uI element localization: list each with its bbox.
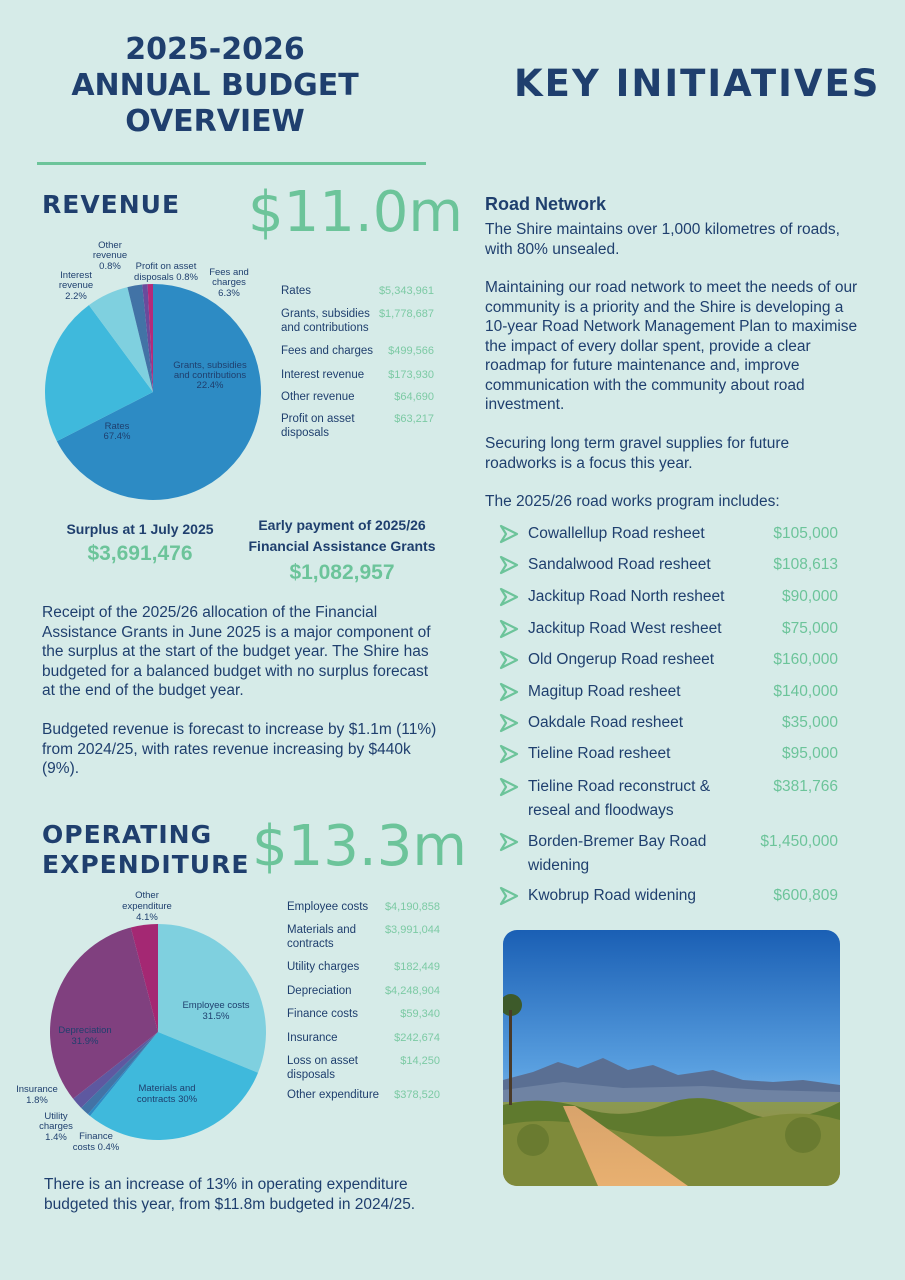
rev-legend-other-value: $64,690	[394, 391, 434, 403]
road-network-p2: Maintaining our road network to meet the needs of our community is a priority and the Shire is developing a 10-year Road Network Management Plan to maximise the impact of every dollar spent, provide a clear roadmap for future maintenance and, improve communication with the community about road investment.	[485, 279, 858, 413]
rev-legend-fees-value: $499,566	[388, 345, 434, 357]
exp-legend-insurance: Insurance	[287, 1032, 338, 1044]
exp-label-employee-2: 31.5%	[202, 1011, 230, 1022]
exp-label-other-2: expenditure	[122, 901, 172, 912]
road-network-p3: Securing long term gravel supplies for future roadworks is a focus this year.	[485, 435, 790, 472]
road-work-amount: $600,809	[773, 887, 838, 904]
rev-label-fees-3: 6.3%	[218, 288, 240, 299]
exp-legend-employee: Employee costs	[287, 901, 369, 913]
exp-label-utility-2: charges	[39, 1121, 73, 1132]
receipt-paragraph: Receipt of the 2025/26 allocation of the Financial Assistance Grants in June 2025 is a major component of the surplus at the start of the budget year. The Shire has budgeted for a balanced budget with no surplus forecast at the end of the budget year.	[42, 604, 431, 699]
surplus-value: $3,691,476	[87, 542, 193, 565]
road-work-name: Jackitup Road North resheet	[528, 588, 725, 605]
rev-label-interest-3: 2.2%	[65, 291, 87, 302]
expenditure-pie-chart	[10, 885, 280, 1155]
exp-label-depreciation-2: 31.9%	[71, 1036, 99, 1047]
road-work-name: Old Ongerup Road resheet	[528, 651, 715, 668]
expenditure-heading-2: EXPENDITURE	[42, 850, 250, 879]
chevron-right-icon	[498, 682, 520, 702]
exp-label-employee-1: Employee costs	[182, 1000, 250, 1011]
road-work-amount: $1,450,000	[760, 833, 838, 850]
chevron-right-icon	[498, 555, 520, 575]
road-work-name: Borden-Bremer Bay Road widening	[528, 833, 707, 874]
road-work-name: Sandalwood Road resheet	[528, 556, 711, 573]
rev-legend-profit-value: $63,217	[394, 413, 434, 425]
exp-label-other-1: Other	[135, 890, 159, 901]
rev-label-rates-1: Rates	[104, 421, 130, 432]
chevron-right-icon	[498, 832, 520, 852]
road-program-intro: The 2025/26 road works program includes:	[485, 493, 780, 510]
chevron-right-icon	[498, 587, 520, 607]
road-work-amount: $75,000	[781, 620, 838, 637]
exp-legend-loss-value: $14,250	[400, 1055, 440, 1067]
title-divider	[37, 162, 426, 165]
revenue-pie-chart	[20, 230, 290, 510]
chevron-right-icon	[498, 713, 520, 733]
road-work-name: Tieline Road resheet	[528, 745, 671, 762]
exp-legend-other: Other expenditure	[287, 1089, 380, 1101]
chevron-right-icon	[498, 777, 520, 797]
road-work-name: Magitup Road resheet	[528, 683, 681, 700]
exp-legend-utility-value: $182,449	[394, 961, 440, 973]
key-initiatives-title: KEY INITIATIVES	[514, 62, 881, 105]
rev-legend-interest-value: $173,930	[388, 369, 434, 381]
exp-legend-finance: Finance costs	[287, 1008, 358, 1020]
expenditure-heading-1: OPERATING	[42, 820, 213, 849]
rev-label-interest-2: revenue	[58, 280, 94, 291]
exp-legend-utility: Utility charges	[287, 961, 360, 973]
rev-legend-grants: Grants, subsidies and contributions	[281, 308, 370, 334]
exp-legend-depreciation: Depreciation	[287, 985, 352, 997]
exp-legend-depreciation-value: $4,248,904	[384, 985, 440, 997]
exp-legend-other-value: $378,520	[394, 1089, 440, 1101]
revenue-total: $11.0m	[248, 180, 463, 245]
exp-legend-finance-value: $59,340	[400, 1008, 440, 1020]
road-work-amount: $90,000	[781, 588, 838, 605]
rev-label-fees-1: Fees and	[209, 267, 249, 278]
road-work-name: Tieline Road reconstruct & reseal and floodways	[528, 778, 711, 819]
exp-label-insurance-1: Insurance	[16, 1084, 58, 1095]
road-work-amount: $105,000	[773, 525, 838, 542]
exp-label-utility-1: Utility	[44, 1111, 68, 1122]
road-work-name: Cowallellup Road resheet	[528, 525, 705, 542]
revenue-increase-paragraph: Budgeted revenue is forecast to increase by $1.1m (11%) from 2024/25, with rates revenue increasing by $440k (9%).	[42, 721, 437, 777]
rev-legend-grants-value: $1,778,687	[378, 308, 434, 320]
road-work-name: Oakdale Road resheet	[528, 714, 684, 731]
exp-label-materials-1: Materials and	[138, 1083, 196, 1094]
budget-title	[40, 32, 390, 140]
road-work-name: Kwobrup Road widening	[528, 887, 697, 904]
chevron-right-icon	[498, 744, 520, 764]
road-network-heading: Road Network	[485, 194, 607, 214]
road-landscape-photo	[503, 930, 840, 1186]
chevron-right-icon	[498, 524, 520, 544]
exp-legend-insurance-value: $242,674	[394, 1032, 440, 1044]
exp-label-utility-3: 1.4%	[45, 1132, 67, 1143]
rev-label-other-2: revenue	[92, 250, 128, 261]
chevron-right-icon	[498, 619, 520, 639]
road-work-amount: $381,766	[773, 778, 838, 795]
exp-label-insurance-2: 1.8%	[26, 1095, 48, 1106]
road-work-amount: $140,000	[773, 683, 838, 700]
road-work-name: Jackitup Road West resheet	[528, 620, 722, 637]
exp-label-finance-1: Finance	[79, 1131, 113, 1142]
rev-label-other-3: 0.8%	[99, 261, 121, 272]
rev-label-interest-1: Interest	[60, 270, 92, 281]
rev-label-profit-2: disposals 0.8%	[134, 272, 198, 283]
exp-legend-materials: Materials and contracts	[287, 924, 357, 950]
chevron-right-icon	[498, 886, 520, 906]
expenditure-total: $13.3m	[252, 814, 467, 879]
rev-legend-other: Other revenue	[281, 391, 355, 403]
title-line-2: ANNUAL BUDGET	[71, 68, 359, 103]
road-network-p1: The Shire maintains over 1,000 kilometres of roads, with 80% unsealed.	[485, 221, 840, 258]
exp-legend-employee-value: $4,190,858	[384, 901, 440, 913]
exp-label-materials-2: contracts 30%	[136, 1094, 198, 1105]
early-payment-label-2: Financial Assistance Grants	[248, 538, 436, 554]
rev-legend-profit: Profit on asset disposals	[281, 413, 355, 439]
title-line-1: 2025-2026	[125, 32, 305, 67]
rev-label-profit-1: Profit on asset	[135, 261, 197, 272]
early-payment-label-1: Early payment of 2025/26	[258, 517, 426, 533]
rev-legend-fees: Fees and charges	[281, 345, 374, 357]
exp-label-finance-2: costs 0.4%	[72, 1142, 120, 1153]
exp-label-other-3: 4.1%	[136, 912, 158, 923]
road-work-amount: $108,613	[773, 556, 838, 573]
exp-label-depreciation-1: Depreciation	[58, 1025, 112, 1036]
road-work-amount: $95,000	[781, 745, 838, 762]
rev-label-grants-3: 22.4%	[196, 380, 224, 391]
rev-label-grants-2: and contributions	[173, 370, 247, 381]
title-line-3: OVERVIEW	[125, 104, 305, 139]
road-landscape-illustration	[503, 930, 840, 1186]
road-work-amount: $35,000	[781, 714, 838, 731]
expenditure-heading	[42, 820, 249, 880]
rev-label-grants-1: Grants, subsidies	[173, 360, 247, 371]
rev-legend-rates: Rates	[281, 285, 312, 297]
chevron-right-icon	[498, 650, 520, 670]
rev-legend-rates-value: $5,343,961	[378, 285, 434, 297]
expenditure-increase-paragraph: There is an increase of 13% in operating expenditure budgeted this year, from $11.8m budgeted in 2024/25.	[44, 1176, 416, 1213]
early-payment-value: $1,082,957	[289, 561, 395, 584]
surplus-label: Surplus at 1 July 2025	[66, 521, 214, 537]
exp-legend-materials-value: $3,991,044	[384, 924, 440, 936]
rev-label-other-1: Other	[98, 240, 122, 251]
exp-legend-loss: Loss on asset disposals	[287, 1055, 358, 1081]
rev-label-rates-2: 67.4%	[103, 431, 131, 442]
revenue-heading: REVENUE	[42, 190, 181, 219]
road-work-amount: $160,000	[773, 651, 838, 668]
rev-legend-interest: Interest revenue	[281, 369, 365, 381]
rev-label-fees-2: charges	[212, 277, 246, 288]
